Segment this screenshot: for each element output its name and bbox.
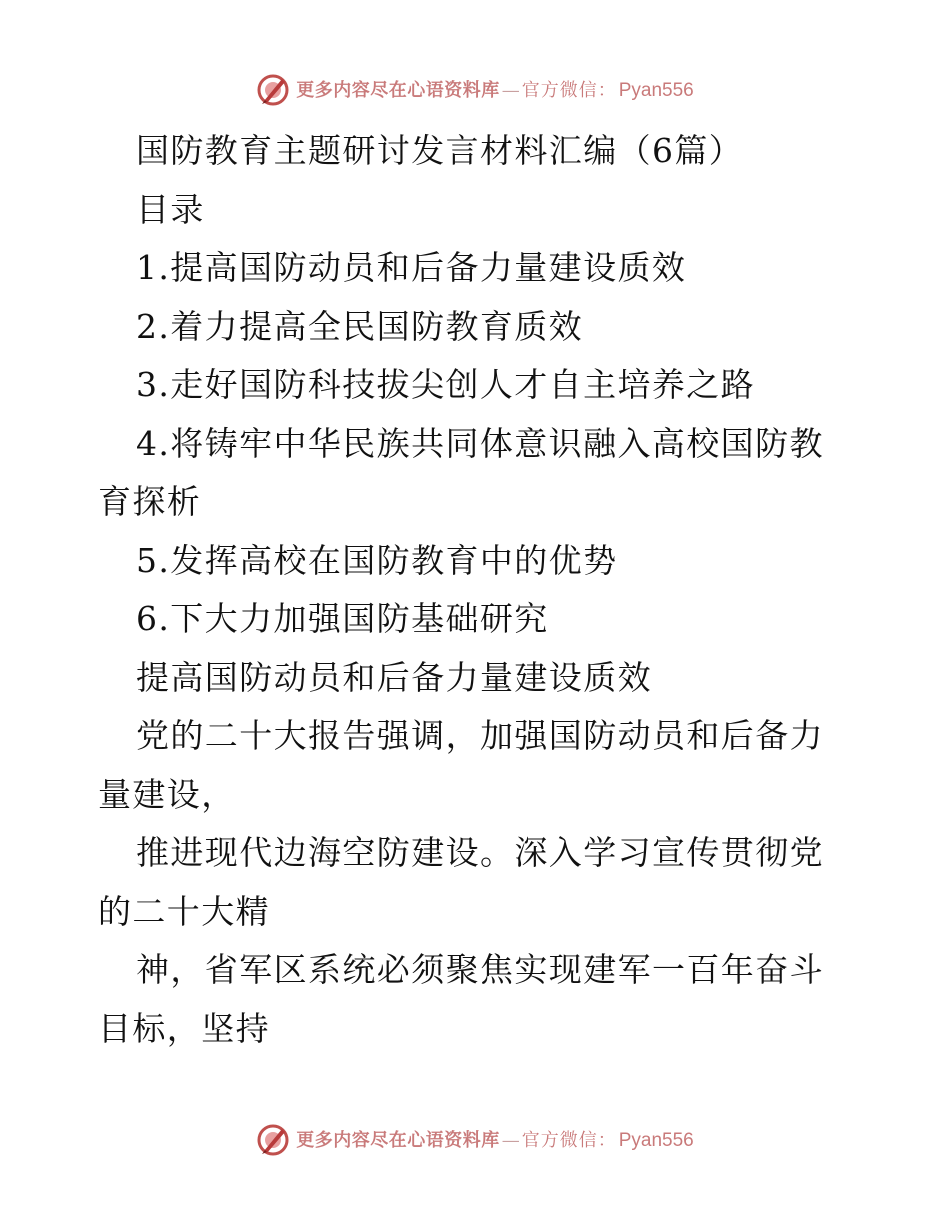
watermark-account-id: Pyan556	[618, 79, 694, 101]
footer-watermark	[0, 1120, 950, 1160]
toc-item-6: 6.下大力加强国防基础研究	[136, 599, 549, 638]
header-watermark	[0, 70, 950, 110]
watermark-separator: —	[501, 1129, 520, 1151]
body-paragraph: 党的二十大报告强调，加强国防动员和后备力量建设，	[98, 716, 824, 814]
watermark-separator: —	[501, 79, 520, 101]
document-body	[98, 122, 858, 1058]
watermark-sub-text: 官方微信：	[521, 79, 617, 101]
toc-heading: 目录	[136, 189, 205, 229]
watermark-main-text: 更多内容尽在心语资料库	[296, 79, 500, 101]
toc-item-5: 5.发挥高校在国防教育中的优势	[136, 540, 618, 580]
document-title: 国防教育主题研讨发言材料汇编（6篇）	[136, 131, 744, 170]
body-paragraph: 推进现代边海空防建设。深入学习宣传贯彻党的二十大精	[98, 833, 824, 931]
toc-item-3: 3.走好国防科技拔尖创人才自主培养之路	[136, 365, 756, 404]
quill-seal-icon	[256, 73, 290, 107]
watermark-sub-text: 官方微信：	[521, 1129, 617, 1151]
toc-item-2: 2.着力提高全民国防教育质效	[136, 306, 584, 346]
toc-item-4: 4.将铸牢中华民族共同体意识融入高校国防教育探析	[98, 423, 824, 521]
body-paragraph: 神，省军区系统必须聚焦实现建军一百年奋斗目标，坚持	[98, 950, 824, 1048]
toc-item-1: 1.提高国防动员和后备力量建设质效	[136, 248, 687, 287]
watermark-account-id: Pyan556	[618, 1129, 694, 1151]
watermark-main-text: 更多内容尽在心语资料库	[296, 1129, 500, 1151]
quill-seal-icon	[256, 1123, 290, 1157]
section-heading: 提高国防动员和后备力量建设质效	[136, 657, 652, 697]
